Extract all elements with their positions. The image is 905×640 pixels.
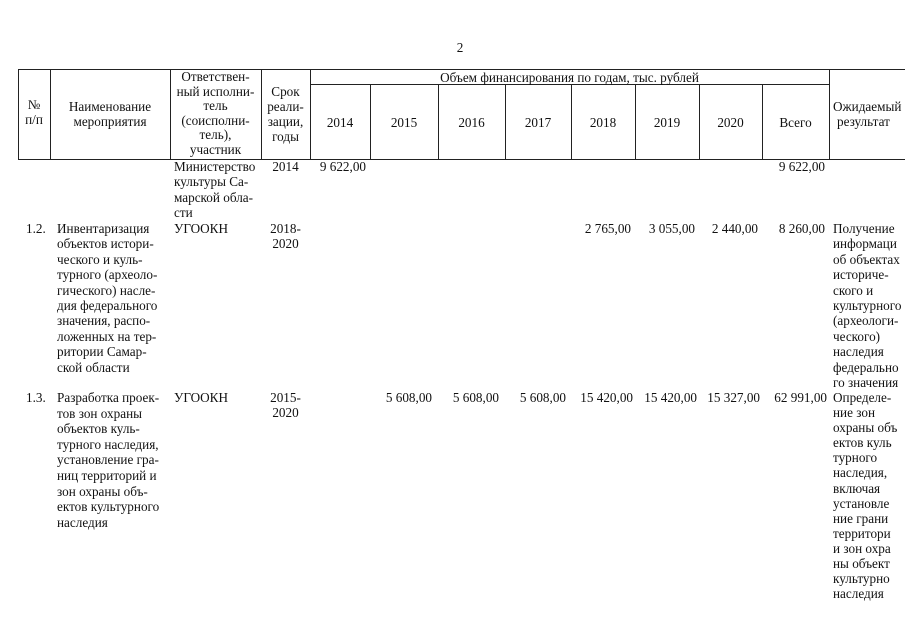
- page-number: 2: [456, 40, 464, 55]
- row-total: 9 622,00: [778, 159, 825, 174]
- header-year: 2014: [326, 115, 354, 130]
- row-term: 2014: [272, 159, 299, 174]
- row-value: 5 608,00: [385, 390, 432, 405]
- header-name: Наименование мероприятия: [68, 99, 152, 130]
- row-name: Разработка проек- тов зон охраны объектов куль- турного наследия, установление гра- ниц территорий и зон охраны объ- ектов культурного наследия: [57, 390, 160, 530]
- row-term: 2015- 2020: [270, 390, 301, 421]
- col-divider: [829, 69, 830, 160]
- row-value: 9 622,00: [319, 159, 366, 174]
- row-executor: УГООКН: [174, 221, 228, 236]
- header-year: 2017: [524, 115, 552, 130]
- row-value: 15 420,00: [580, 390, 633, 405]
- row-value: 5 608,00: [452, 390, 499, 405]
- row-name: Инвентаризация объектов истори- ческого и куль- турного (археоло- гического) насле- дия федерального значения, распо- ложенных на тер- ритории Самар- ской области: [57, 221, 158, 375]
- row-result: Определе- ние зон охраны объ ектов куль турного наследия, включая установле ние грани территори и зон охра ны объект культурно наследия: [833, 390, 898, 602]
- row-value: 3 055,00: [648, 221, 695, 236]
- row-value: 15 327,00: [707, 390, 760, 405]
- header-result: Ожидаемый результат: [833, 99, 902, 130]
- header-total: Всего: [779, 115, 812, 130]
- header-year: 2019: [653, 115, 681, 130]
- row-value: 15 420,00: [644, 390, 697, 405]
- header-funding-title: Объем финансирования по годам, тыс. рублей: [440, 70, 699, 85]
- row-result: Получение информаци об объектах историче- ского и культурного (археологи- ческого) наследия федерально го значения: [833, 221, 902, 391]
- row-num: 1.2.: [26, 221, 46, 236]
- header-term: Срок реали- зации, годы: [267, 84, 304, 145]
- header-year: 2018: [589, 115, 617, 130]
- row-executor: УГООКН: [174, 390, 228, 405]
- header-num: № п/п: [25, 97, 43, 128]
- row-total: 62 991,00: [774, 390, 827, 405]
- row-value: 2 765,00: [584, 221, 631, 236]
- row-value: 5 608,00: [519, 390, 566, 405]
- header-executor: Ответствен- ный исполни- тель (соисполни- тель), участник: [176, 69, 255, 157]
- row-total: 8 260,00: [778, 221, 825, 236]
- row-value: 2 440,00: [711, 221, 758, 236]
- header-year: 2015: [390, 115, 418, 130]
- row-num: 1.3.: [26, 390, 46, 405]
- header-year: 2016: [458, 115, 485, 130]
- header-year: 2020: [717, 115, 744, 130]
- row-executor: Министерство культуры Са- марской обла- сти: [174, 159, 256, 221]
- row-term: 2018- 2020: [270, 221, 301, 252]
